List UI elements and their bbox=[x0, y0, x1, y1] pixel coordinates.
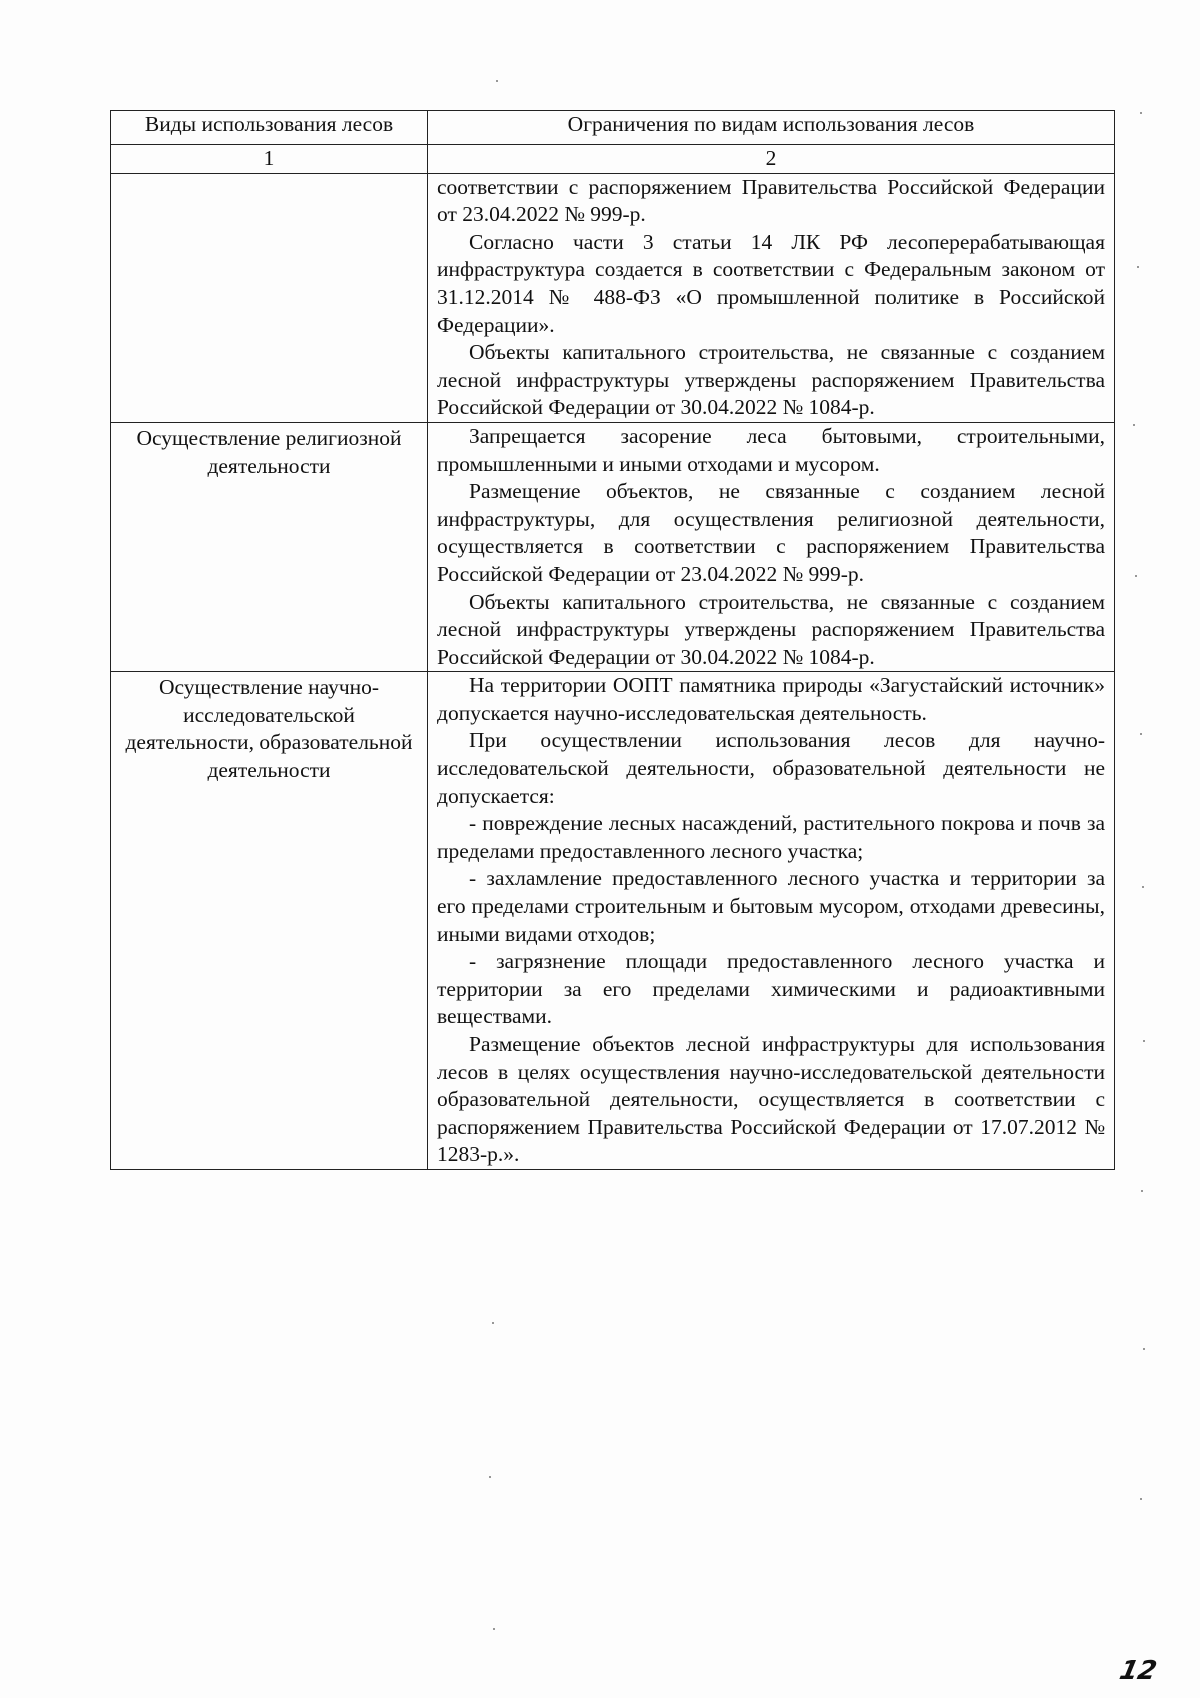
handwritten-page-number: 12 bbox=[1116, 1656, 1160, 1686]
header-row bbox=[111, 111, 1115, 145]
use-type-cell bbox=[111, 173, 428, 422]
restriction-paragraph: На территории ООПТ памятника природы «Загустайский источник» допускается научно-исследовательская деятельность. bbox=[437, 673, 1105, 725]
table-row bbox=[111, 672, 1115, 1170]
header-forest-use-types: Виды использования лесов bbox=[111, 111, 428, 145]
restriction-text-cell bbox=[428, 422, 1115, 671]
scan-speck bbox=[1142, 886, 1144, 888]
restriction-paragraph: Запрещается засорение леса бытовыми, строительными, промышленными и иными отходами и мусором. bbox=[437, 423, 1105, 476]
scan-speck bbox=[1140, 112, 1142, 114]
scan-speck bbox=[496, 80, 498, 82]
scan-speck bbox=[1141, 1190, 1143, 1192]
scan-speck bbox=[1140, 733, 1142, 735]
use-type-cell: Осуществление религиозной деятельности bbox=[111, 422, 428, 671]
scan-speck bbox=[1143, 1040, 1145, 1042]
column-number-row bbox=[111, 145, 1115, 174]
restriction-paragraph: - загрязнение площади предоставленного лесного участка и территории за его пределами химическими и радиоактивными веществами. bbox=[437, 949, 1105, 1029]
scan-speck bbox=[1143, 1348, 1145, 1350]
scan-speck bbox=[1140, 1498, 1142, 1500]
use-type-cell: Осуществление научно-исследовательской деятельности, образовательной деятельности bbox=[111, 672, 428, 1170]
column-number-1: 1 bbox=[111, 145, 428, 174]
restriction-paragraph: Объекты капитального строительства, не связанные с созданием лесной инфраструктуры утверждены распоряжением Правительства Российской Федерации от 30.04.2022 № 1084-р. bbox=[437, 340, 1105, 420]
restriction-paragraph: Объекты капитального строительства, не связанные с созданием лесной инфраструктуры утверждены распоряжением Правительства Российской Федерации от 30.04.2022 № 1084-р. bbox=[437, 589, 1105, 669]
restriction-paragraph: При осуществлении использования лесов для научно-исследовательской деятельности, образовательной деятельности не допускается: bbox=[437, 728, 1105, 808]
restriction-paragraph: соответствии с распоряжением Правительства Российской Федерации от 23.04.2022 № 999-р. bbox=[437, 174, 1105, 227]
restriction-paragraph: Размещение объектов, не связанные с созданием лесной инфраструктуры, для осуществления религиозной деятельности, осуществляется в соответствии с распоряжением Правительства Российской Федерации от 23.04.2022 № 999-р. bbox=[437, 479, 1105, 586]
restriction-paragraph: Размещение объектов лесной инфраструктуры для использования лесов в целях осуществления научно-исследовательской деятельности образовательной деятельности, осуществляется в соответствии с распоряжением Правительства Российской Федерации от 17.07.2012 № 1283-р.». bbox=[437, 1032, 1105, 1167]
scan-speck bbox=[1133, 424, 1135, 426]
restriction-text-cell bbox=[428, 672, 1115, 1170]
header-restrictions: Ограничения по видам использования лесов bbox=[428, 111, 1115, 145]
forest-use-restrictions-table bbox=[110, 110, 1115, 1170]
column-number-2: 2 bbox=[428, 145, 1115, 174]
scan-speck bbox=[493, 1628, 495, 1630]
scan-speck bbox=[489, 1476, 491, 1478]
scan-speck bbox=[492, 1322, 494, 1324]
restriction-paragraph: - захламление предоставленного лесного участка и территории за его пределами строительным и бытовым мусором, отходами древесины, иными видами отходов; bbox=[437, 866, 1105, 946]
restriction-text-cell bbox=[428, 173, 1115, 422]
restriction-paragraph: - повреждение лесных насаждений, растительного покрова и почв за пределами предоставленного лесного участка; bbox=[437, 811, 1105, 863]
restriction-paragraph: Согласно части 3 статьи 14 ЛК РФ лесоперерабатывающая инфраструктура создается в соответствии с Федеральным законом от 31.12.2014 № 488-ФЗ «О промышленной политике в Российской Федерации». bbox=[437, 229, 1105, 337]
scan-speck bbox=[1135, 575, 1137, 577]
table-row bbox=[111, 173, 1115, 422]
scan-speck bbox=[1137, 266, 1139, 268]
table-row bbox=[111, 422, 1115, 671]
